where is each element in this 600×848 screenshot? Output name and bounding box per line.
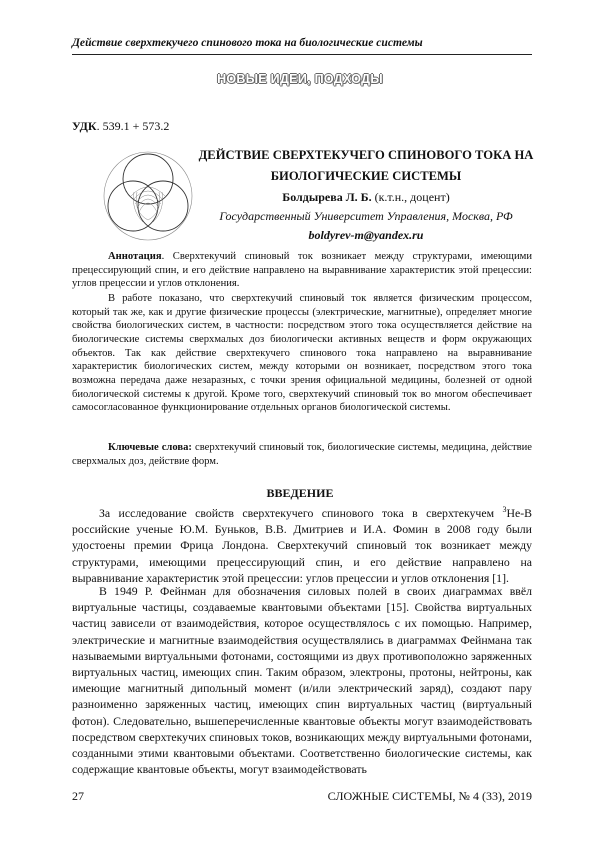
author-name: Болдырева Л. Б.: [282, 190, 372, 204]
udk-value: . 539.1 + 573.2: [96, 119, 170, 133]
journal-logo: [103, 148, 193, 244]
abstract-paragraph-2: В работе показано, что сверхтекучий спиновый ток является физическим процессом, который так же, как и другие физические процессы (электрические, магнитные), определяет многие свойства биологических систем, в частности: посредством этого тока осуществляется действие на биологические системы сверхмалых доз биологически активных веществ и форм окружающих объектов. Так как действие сверхтекучего спинового тока направлено на выравнивание характеристик биологических систем, между которыми он возникает, посредством этого тока возможна передача даже незаразных, с точки зрения официальной медицины, болезней от одной биологической системы к другой. Кроме того, сверхтекучий спиновый ток во многом обеспечивает самосогласованное функционирование отдельных органов биологической системы.: [72, 293, 532, 414]
article-title-line-1: ДЕЙСТВИЕ СВЕРХТЕКУЧЕГО СПИНОВОГО ТОКА НА: [198, 148, 534, 162]
page-number: 27: [72, 789, 84, 803]
author-degree: (к.т.н., доцент): [371, 190, 450, 204]
abstract-paragraph-1: [72, 250, 532, 291]
keywords-paragraph: [72, 441, 532, 468]
abstract-label: Аннотация: [108, 251, 162, 262]
udk-label: УДК: [72, 119, 97, 133]
udk-line: [72, 119, 169, 134]
section-tag: НОВЫЕ ИДЕИ, ПОДХОДЫ: [217, 72, 383, 86]
affiliation: Государственный Университет Управления, Москва, РФ: [219, 209, 513, 223]
intro-paragraph-2: В 1949 Р. Фейнман для обозначения силовых полей в своих диаграммах ввёл виртуальные частицы, создаваемые квантовыми объектами [15]. Свойства виртуальных частиц зависели от взаимодействия, которое осуществлялось с их помощью. Например, электрические и магнитные взаимодействия осуществлялись в диаграммах Фейнмана так называемыми виртуальными фотонами, состоящими из двух противоположно заряженных виртуальных частиц, имеющих спин. Таким образом, электроны, протоны, нейтроны, как имеющие магнитный дипольный момент (и/или электрический заряд), создают пару разноименно заряженных частиц, имеющих спин виртуальных частиц (виртуальный фотон). Следовательно, вышеперечисленные квантовые объекты могут взаимодействовать посредством сверхтекучих спиновых токов, возникающих между виртуальными фотонами, созданными этими квантовыми объектами. Соответственно биологические системы, как содержащие квантовые объекты, могут взаимодействовать: [72, 584, 532, 777]
author-email[interactable]: boldyrev-m@yandex.ru: [308, 228, 424, 242]
keywords-label: Ключевые слова:: [108, 442, 192, 453]
abstract-text-1: . Сверхтекучий спиновый ток возникает между структурами, имеющими прецессирующий спин, и его действие направлено на выравнивание характеристик этой прецессии: углов прецессии и углов отклонения.: [72, 251, 532, 290]
keywords-text: сверхтекучий спиновый ток, биологические системы, медицина, действие сверхмалых доз, действие форм.: [72, 442, 532, 467]
author-line: [196, 190, 536, 205]
article-title-line-2: БИОЛОГИЧЕСКИЕ СИСТЕМЫ: [270, 169, 462, 183]
intro-p1-rest: He-B российские ученые Ю.М. Буньков, В.В. Дмитриев и И.А. Фомин в 2008 году были удостоены премии Фрица Лондона. Сверхтекучий спиновый ток возникает между структурами, имеющими прецессирующий спин, и его действие направлено на выравнивание характеристик этой прецессии: углов прецессии и углов отклонения [1].: [72, 505, 532, 585]
section-heading-introduction: ВВЕДЕНИЕ: [266, 486, 334, 500]
journal-footer: СЛОЖНЫЕ СИСТЕМЫ, № 4 (33), 2019: [327, 789, 532, 803]
header-rule: [72, 54, 532, 55]
isotope-superscript: 3: [502, 505, 507, 514]
intro-paragraph-1: [72, 502, 532, 586]
running-head: Действие сверхтекучего спинового тока на биологические системы: [72, 36, 423, 49]
intro-p1-start: За исследование свойств сверхтекучего спинового тока в сверхтекучем: [99, 505, 503, 520]
